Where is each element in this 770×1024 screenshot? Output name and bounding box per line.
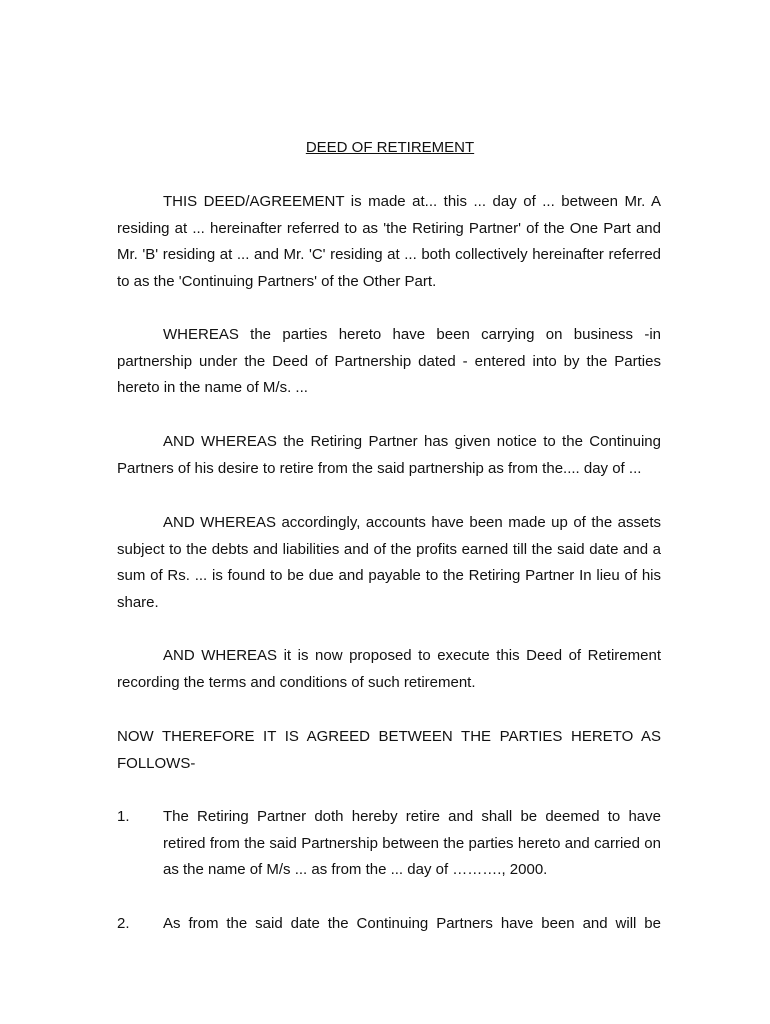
whereas-paragraph-2: AND WHEREAS the Retiring Partner has given notice to the Continuing Partners of his desire to retire from the said partnership as from the.... day of ...: [117, 433, 661, 477]
clause-text: As from the said date the Continuing Partners have been and will be: [163, 915, 661, 932]
clause-number: 2.: [117, 915, 130, 932]
whereas-paragraph-1: WHEREAS the parties hereto have been carrying on business -in partnership under the Deed of Partnership dated - entered into by the Parties hereto in the name of M/s. ...: [117, 326, 661, 397]
whereas-paragraph-3: AND WHEREAS accordingly, accounts have been made up of the assets subject to the debts and liabilities and of the profits earned till the said date and a sum of Rs. ... is found to be due and payable to the Retiring Partner In lieu of his share.: [117, 514, 661, 612]
whereas-paragraph-4: AND WHEREAS it is now proposed to execute this Deed of Retirement recording the terms and conditions of such retirement.: [117, 647, 661, 691]
clause-text: The Retiring Partner doth hereby retire and shall be deemed to have retired from the said Partnership between the parties hereto and carried on as the name of M/s ... as from the ... day of ………., 2000.: [163, 808, 661, 879]
clause-2: [117, 911, 661, 938]
clause-1: [117, 804, 661, 884]
preamble-paragraph: THIS DEED/AGREEMENT is made at... this ... day of ... between Mr. A residing at ... hereinafter referred to as 'the Retiring Partner' of the One Part and Mr. 'B' residing at ... and Mr. 'C' residing at ... both collectively hereinafter referred to as the 'Continuing Partners' of the Other Part.: [117, 193, 661, 291]
clause-number: 1.: [117, 808, 130, 825]
agreement-heading: NOW THEREFORE IT IS AGREED BETWEEN THE PARTIES HERETO AS FOLLOWS-: [117, 728, 661, 772]
document-title: DEED OF RETIREMENT: [305, 139, 475, 156]
